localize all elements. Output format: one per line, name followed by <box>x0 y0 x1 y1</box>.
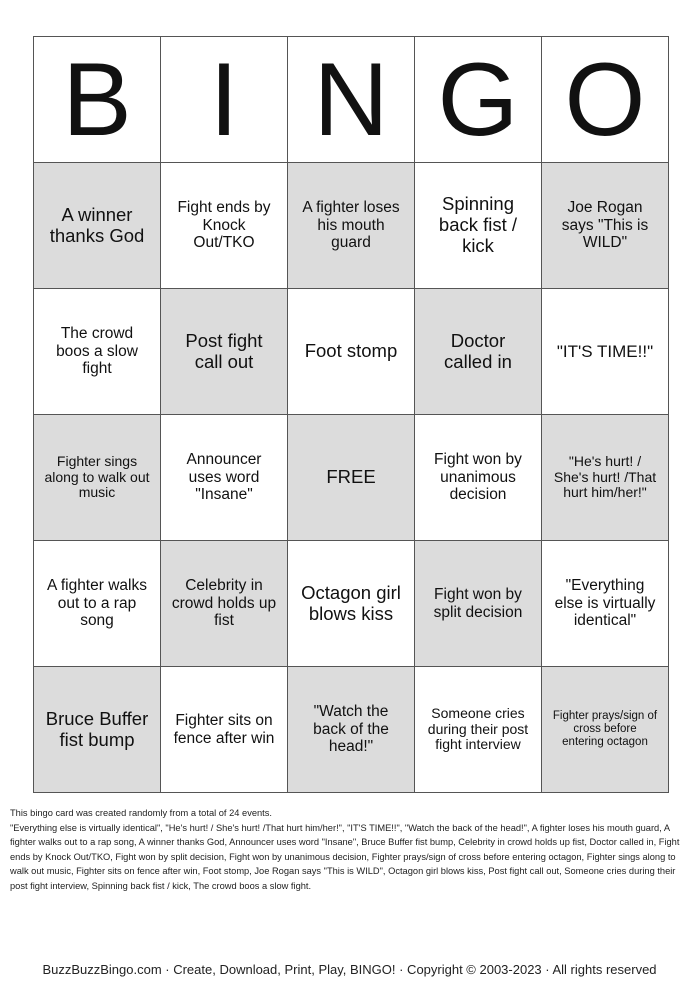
bingo-cell[interactable]: A fighter walks out to a rap song <box>34 541 161 667</box>
bingo-cell[interactable]: Fighter sings along to walk out music <box>34 415 161 541</box>
bingo-card <box>33 36 669 793</box>
header-letter-g: G <box>415 37 542 163</box>
bingo-cell[interactable]: Post fight call out <box>161 289 288 415</box>
description-summary: This bingo card was created randomly from a total of 24 events. <box>10 808 272 818</box>
card-description <box>10 806 690 894</box>
description-events: "Everything else is virtually identical", "He's hurt! / She's hurt! /That hurt him/her!", "IT'S TIME!!", "Watch the back of the head!", A fighter loses his mouth guard, A fighter walks out to a rap song, A winner thanks God, Announcer uses word "Insane", Bruce Buffer fist bump, Celebrity in crowd holds up fist, Doctor called in, Fight ends by Knock Out/TKO, Fight won by split decision, Fight won by unanimous decision, Fighter prays/sign of cross before entering octagon, Fighter sings along to walk out music, Fighter sits on fence after win, Foot stomp, Joe Rogan says "This is WILD", Octagon girl blows kiss, Post fight call out, Someone cries during their post fight interview, Spinning back fist / kick, The crowd boos a slow fight. <box>10 822 680 891</box>
bingo-cell[interactable]: Joe Rogan says "This is WILD" <box>542 163 669 289</box>
bingo-cell[interactable]: "IT'S TIME!!" <box>542 289 669 415</box>
header-letter-n: N <box>288 37 415 163</box>
bingo-cell[interactable]: The crowd boos a slow fight <box>34 289 161 415</box>
bingo-row <box>34 289 669 415</box>
bingo-cell[interactable]: "Watch the back of the head!" <box>288 667 415 793</box>
bingo-cell[interactable]: Fight won by unanimous decision <box>415 415 542 541</box>
footer-copyright: BuzzBuzzBingo.com · Create, Download, Print, Play, BINGO! · Copyright © 2003-2023 · All rights reserved <box>42 962 657 977</box>
bingo-row <box>34 667 669 793</box>
bingo-cell[interactable]: Announcer uses word "Insane" <box>161 415 288 541</box>
bingo-cell[interactable]: Bruce Buffer fist bump <box>34 667 161 793</box>
bingo-cell[interactable]: Spinning back fist / kick <box>415 163 542 289</box>
bingo-row <box>34 415 669 541</box>
bingo-cell[interactable]: Fighter sits on fence after win <box>161 667 288 793</box>
bingo-cell[interactable]: Fight won by split decision <box>415 541 542 667</box>
bingo-cell[interactable]: Doctor called in <box>415 289 542 415</box>
bingo-row <box>34 163 669 289</box>
header-letter-i: I <box>161 37 288 163</box>
bingo-cell[interactable]: A fighter loses his mouth guard <box>288 163 415 289</box>
bingo-cell[interactable]: "He's hurt! / She's hurt! /That hurt him/her!" <box>542 415 669 541</box>
bingo-cell[interactable]: Someone cries during their post fight interview <box>415 667 542 793</box>
header-row <box>34 37 669 163</box>
bingo-cell[interactable]: Fight ends by Knock Out/TKO <box>161 163 288 289</box>
bingo-cell[interactable]: Fighter prays/sign of cross before entering octagon <box>542 667 669 793</box>
free-space[interactable]: FREE <box>288 415 415 541</box>
bingo-cell[interactable]: A winner thanks God <box>34 163 161 289</box>
bingo-cell[interactable]: "Everything else is virtually identical" <box>542 541 669 667</box>
bingo-row <box>34 541 669 667</box>
bingo-cell[interactable]: Octagon girl blows kiss <box>288 541 415 667</box>
bingo-cell[interactable]: Foot stomp <box>288 289 415 415</box>
header-letter-b: B <box>34 37 161 163</box>
header-letter-o: O <box>542 37 669 163</box>
bingo-cell[interactable]: Celebrity in crowd holds up fist <box>161 541 288 667</box>
